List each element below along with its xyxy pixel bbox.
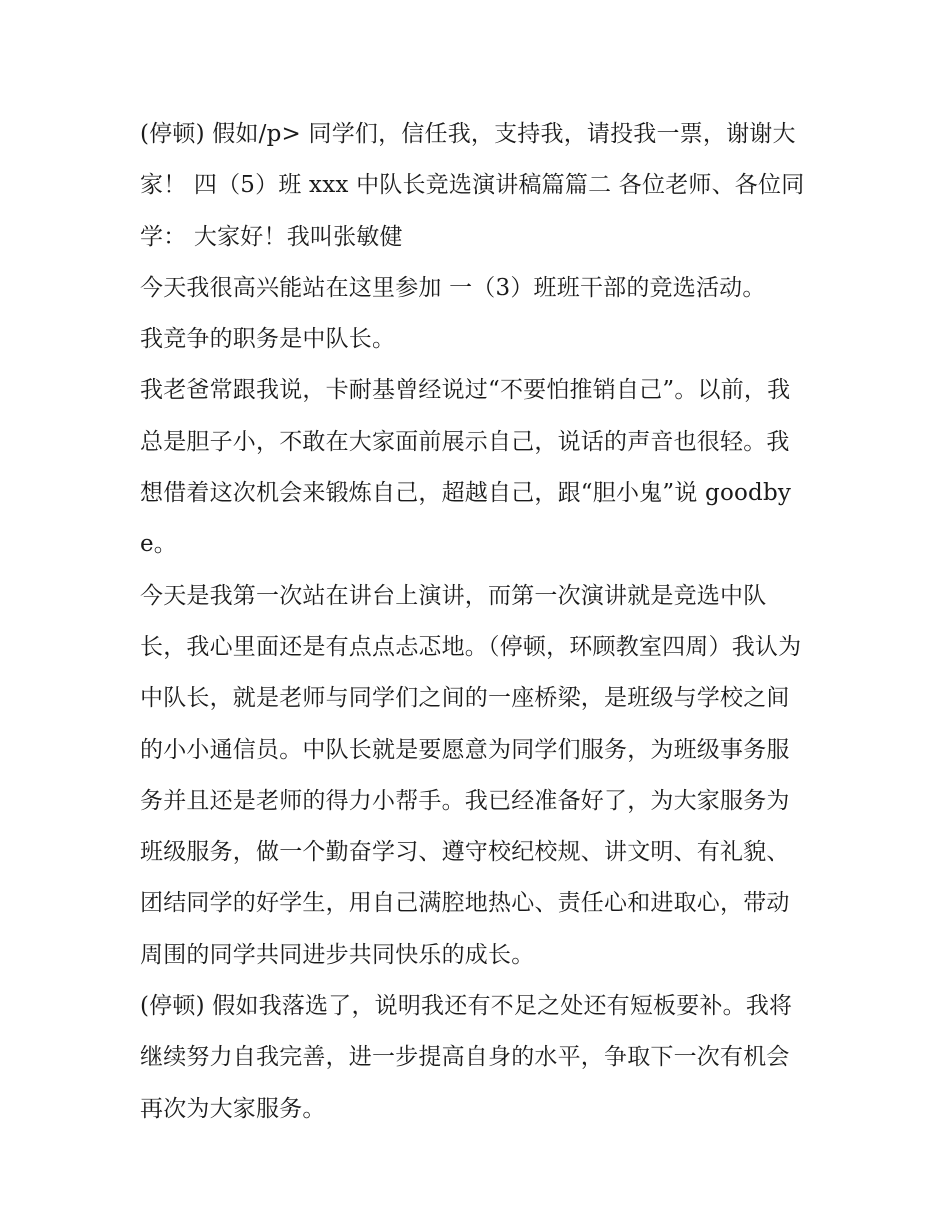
paragraph-2: 今天我很高兴能站在这里参加 一（3）班班干部的竞选活动。 bbox=[140, 274, 766, 301]
paragraph-3: 我竞争的职务是中队长。 bbox=[140, 326, 396, 353]
paragraph-6: (停顿) 假如我落选了，说明我还有不足之处还有短板要补。我将继续努力自我完善，进一步提高自身的水平，争取下一次有机会再次为大家服务。 bbox=[140, 993, 793, 1122]
paragraph-4: 我老爸常跟我说，卡耐基曾经说过“不要怕推销自己”。以前，我总是胆子小，不敢在大家面前展示自己，说话的声音也很轻。我想借着这次机会来锻炼自己，超越自己，跟“胆小鬼”说 goodbye。 bbox=[140, 377, 792, 558]
document-body bbox=[140, 109, 812, 1135]
paragraph-5: 今天是我第一次站在讲台上演讲，而第一次演讲就是竞选中队长，我心里面还是有点点忐忑地。（停顿，环顾教室四周）我认为中队长，就是老师与同学们之间的一座桥梁，是班级与学校之间的小小通信员。中队长就是要愿意为同学们服务，为班级事务服务并且还是老师的得力小帮手。我已经准备好了，为大家服务为班级服务，做一个勤奋学习、遵守校纪校规、讲文明、有礼貌、团结同学的好学生，用自己满腔地热心、责任心和进取心，带动周围的同学共同进步共同快乐的成长。 bbox=[140, 582, 802, 968]
paragraph-1: (停顿) 假如/p> 同学们，信任我，支持我，请投我一票，谢谢大家！ 四（5）班 xxx 中队长竞选演讲稿篇篇二 各位老师、各位同学： 大家好！我叫张敏健 bbox=[140, 121, 805, 250]
